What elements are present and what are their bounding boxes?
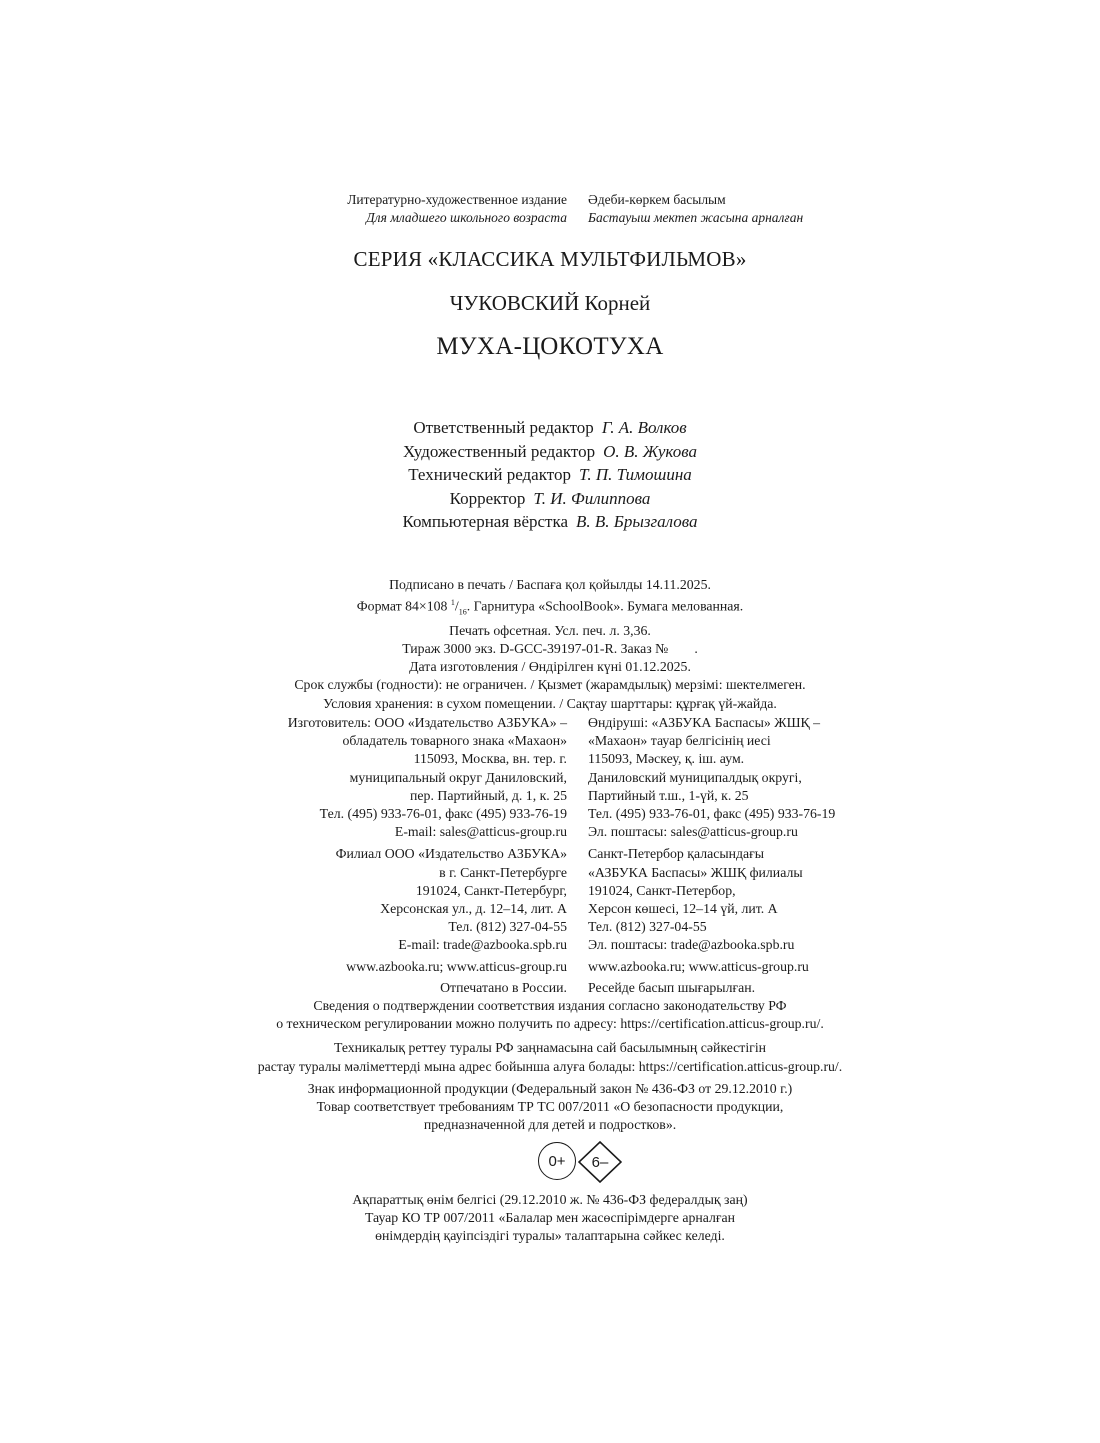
manufacturer-line: 115093, Мәскеу, қ. іш. аум. [588,751,745,767]
websites: www.azbooka.ru; www.atticus-group.ru [346,958,567,974]
manufacturer-line: «Махаон» тауар белгісінің иесі [588,733,771,749]
storage-conditions: Условия хранения: в сухом помещении. / Сақтау шарттары: құрғақ үй-жайда. [323,695,777,711]
edition-type-ru: Литературно-художественное издание [347,192,567,207]
branch-line: Херсонская ул., д. 12–14, лит. А [380,901,567,917]
credit-line [0,487,1100,511]
credit-role: Ответственный редактор [413,418,594,437]
printed-in: Ресейде басып шығарылған. [588,979,756,995]
websites: www.azbooka.ru; www.atticus-group.ru [588,958,809,974]
manufacturer-email: E-mail: sales@atticus-group.ru [394,824,567,840]
manufacturer-line: 115093, Москва, вн. тер. г. [413,751,567,767]
manufacturer-ru [288,714,567,997]
credit-name: О. В. Жукова [603,441,697,461]
branch-line: 191024, Санкт-Петербор, [588,882,736,898]
shelf-life: Срок службы (годности): не ограничен. / Қызмет (жарамдылық) мерзімі: шектелмеген. [294,677,806,693]
manufacturer-line: Өндіруші: «АЗБУКА Баспасы» ЖШҚ – [588,715,821,730]
age-group-ru: Для младшего школьного возраста [366,210,567,225]
age-group-kz: Бастауыш мектеп жасына арналған [588,210,804,225]
series-title: СЕРИЯ «КЛАССИКА МУЛЬТФИЛЬМОВ» [353,247,747,271]
certification-block [0,997,1100,1082]
branch-line: в г. Санкт-Петербурге [439,864,567,880]
imprint-block [0,576,1100,713]
credit-name: Г. А. Волков [601,418,687,437]
branch-line: Херсон көшесі, 12–14 үй, лит. А [588,901,778,917]
branch-line: «АЗБУКА Баспасы» ЖШҚ филиалы [588,864,803,880]
manufacturer-line: Изготовитель: ООО «Издательство АЗБУКА» – [287,715,567,730]
branch-email: Эл. поштасы: trade@azbooka.spb.ru [588,937,795,953]
signed-to-print: Подписано в печать / Баспаға қол қойылды 14.11.2025. [389,577,711,592]
info-product-law-kz: Ақпараттық өнім белгісі (29.12.2010 ж. № 436-ФЗ федералдық заң) Тауар КО ТР 007/2011 «Балалар мен жасөспірімдерге арналған өнімдердің қауіпсіздігі туралы» талаптарына сәйкес келеді. [352,1192,748,1244]
branch-phone: Тел. (812) 327-04-55 [588,919,707,935]
credit-name: Т. И. Филиппова [533,488,651,508]
credit-role: Художественный редактор [403,441,596,461]
manufacturer-line: Даниловский муниципалдық округі, [588,769,802,785]
printing-line: Печать офсетная. Усл. печ. л. 3,36. [449,622,651,638]
format-line: Формат 84×108 $^1/_{16}$. Гарнитура «SchoolBook». Бумага мелованная. [356,598,744,617]
branch-phone: Тел. (812) 327-04-55 [448,919,567,935]
manufacturer-phone: Тел. (495) 933-76-01, факс (495) 933-76-19 [588,806,836,822]
credit-line [0,416,1100,440]
branch-email: E-mail: trade@azbooka.spb.ru [398,937,567,953]
manufacturer-phone: Тел. (495) 933-76-01, факс (495) 933-76-19 [319,806,567,822]
credit-line [0,510,1100,534]
manufacturer-line: пер. Партийный, д. 1, к. 25 [410,787,567,803]
credit-role: Компьютерная вёрстка [402,512,569,531]
author-name: ЧУКОВСКИЙ Корней [449,291,651,315]
credit-role: Технический редактор [408,465,571,484]
credit-name: Т. П. Тимошина [578,465,692,484]
manufacturer-line: Партийный т.ш., 1-үй, к. 25 [588,787,749,803]
credit-role: Корректор [449,488,526,508]
certification-kz: Техникалық реттеу туралы РФ заңнамасына сай басылымның сәйкестігін растау туралы мәліметтерді мына адрес бойынша алуға болады: https://certification.atticus-group.ru/. [257,1040,843,1074]
age-rating-marks [538,1141,628,1185]
manufacturer-kz [588,714,835,997]
info-product-law-ru: Знак информационной продукции (Федеральный закон № 436-ФЗ от 29.12.2010 г.) Товар соответствует требованиям ТР ТС 007/2011 «О безопасности продукции, предназначенной для детей и подростков». [307,1081,793,1133]
certification-ru: Сведения о подтверждении соответствия издания согласно законодательству РФ о техническом регулировании можно получить по адресу: https://certification.atticus-group.ru/. [276,998,824,1032]
credit-line [0,440,1100,464]
edition-type-kz: Әдеби-көркем басылым [588,192,726,207]
branch-line: Филиал ООО «Издательство АЗБУКА» [335,846,567,862]
manufacture-date: Дата изготовления / Өндірілген күні 01.12.2025. [409,659,691,675]
credit-name: В. В. Брызгалова [576,512,698,531]
header-left [347,191,567,227]
printed-in: Отпечатано в России. [440,979,567,995]
book-title: МУХА-ЦОКОТУХА [436,333,664,360]
manufacturer-line: муниципальный округ Даниловский, [349,769,567,785]
age-rating-diamond-icon: 6– [578,1141,622,1183]
manufacturer-line: обладатель товарного знака «Махаон» [342,733,567,749]
credit-line [0,463,1100,487]
branch-line: Санкт-Петербор қаласындағы [588,846,765,862]
header-right [588,191,803,227]
run-line: Тираж 3000 экз. D-GCC-39197-01-R. Заказ № . [402,640,698,656]
age-rating-circle-icon: 0+ [538,1142,576,1180]
branch-line: 191024, Санкт-Петербург, [415,882,567,898]
credits-list [0,416,1100,534]
manufacturer-email: Эл. поштасы: sales@atticus-group.ru [588,824,798,840]
